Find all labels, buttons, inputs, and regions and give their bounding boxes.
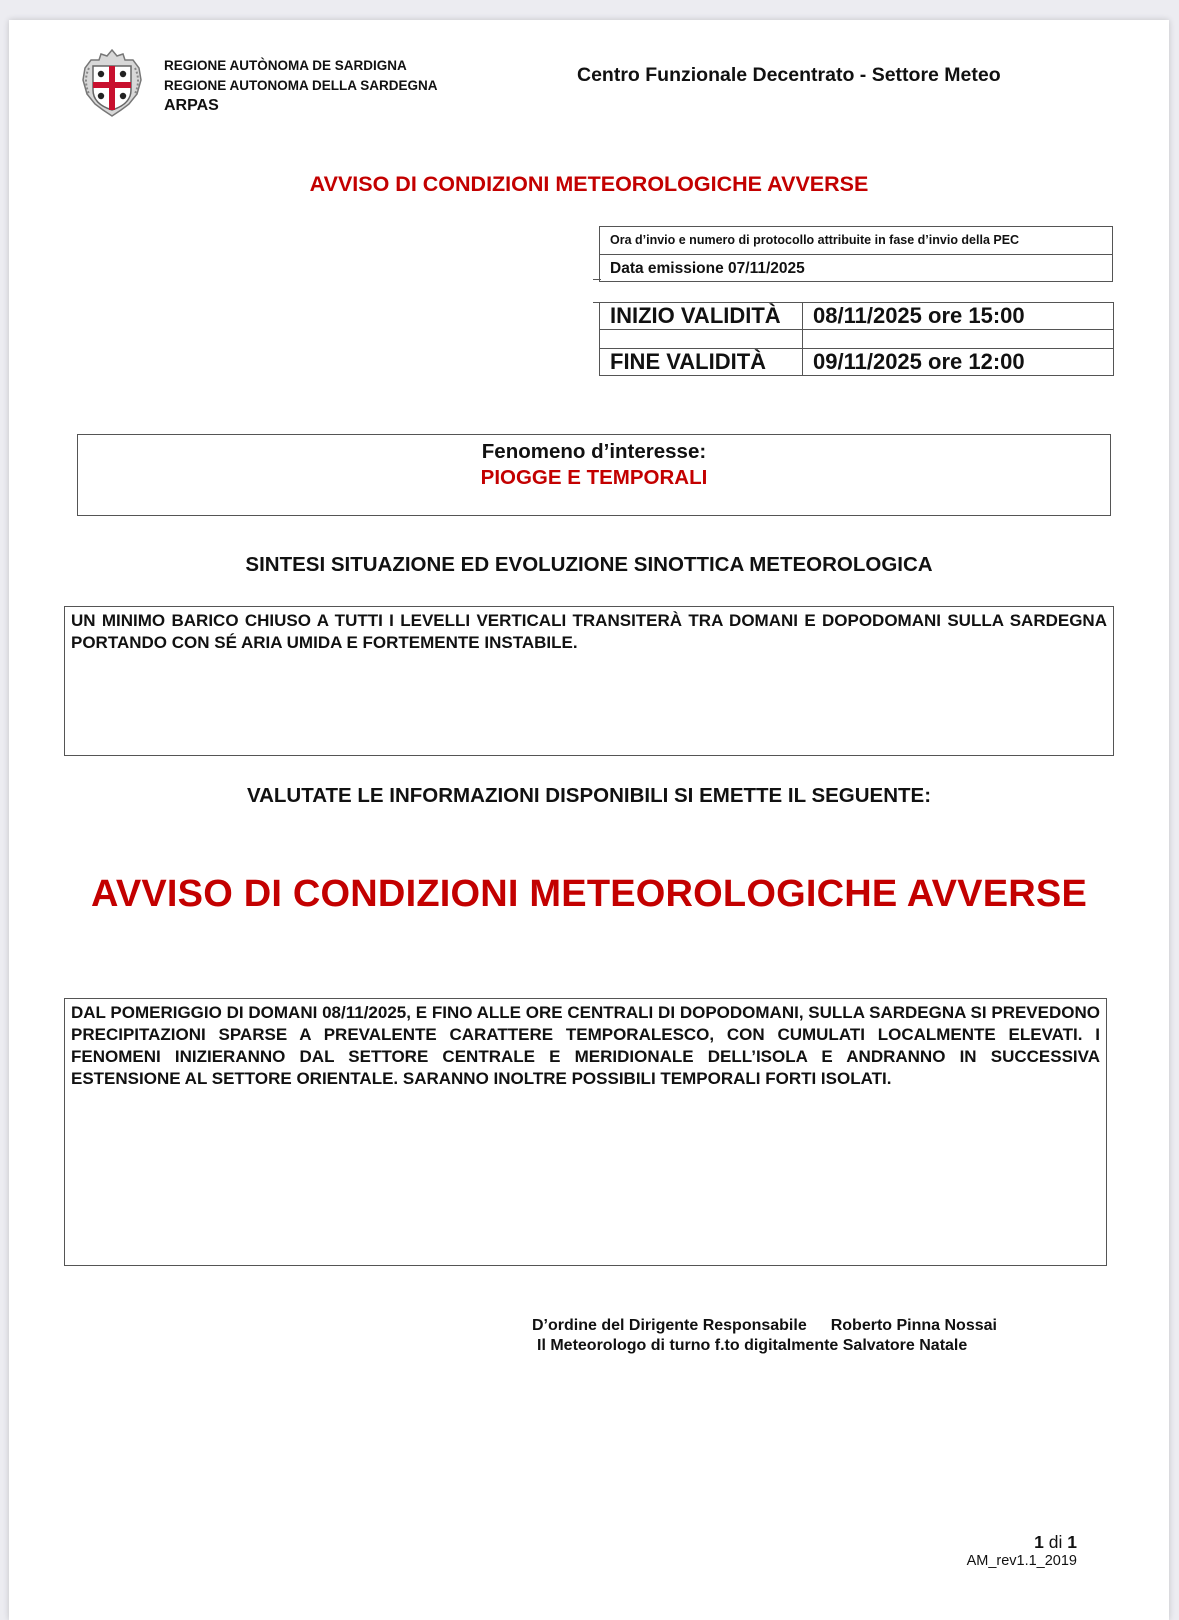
synopsis-heading: SINTESI SITUAZIONE ED EVOLUZIONE SINOTTICA METEOROLOGICA <box>245 553 933 576</box>
document-page <box>9 20 1169 1620</box>
validity-end-row <box>600 349 1114 376</box>
warning-box <box>64 998 1107 1266</box>
sardinia-coat-of-arms-icon <box>79 46 145 118</box>
warning-title: AVVISO DI CONDIZIONI METEOROLOGICHE AVVERSE <box>91 873 1087 915</box>
divider <box>593 279 601 280</box>
signature-role: D’ordine del Dirigente Responsabile <box>532 1317 807 1334</box>
organization-block <box>164 56 438 116</box>
document-title: AVVISO DI CONDIZIONI METEOROLOGICHE AVVERSE <box>309 172 869 196</box>
department-name: Centro Funzionale Decentrato - Settore Meteo <box>577 64 1001 86</box>
phenomenon-value: PIOGGE E TEMPORALI <box>480 466 708 489</box>
pec-box <box>599 226 1113 282</box>
page-footer <box>967 1533 1077 1571</box>
issue-date: Data emissione 07/11/2025 <box>610 260 805 277</box>
validity-spacer-row <box>600 330 1114 349</box>
revision-code: AM_rev1.1_2019 <box>966 1553 1077 1569</box>
org-name-sardinian: REGIONE AUTÒNOMA DE SARDIGNA <box>164 58 407 73</box>
phenomenon-box <box>77 434 1111 516</box>
signature-director-name: Roberto Pinna Nossai <box>830 1317 997 1334</box>
validity-end-value: 09/11/2025 ore 12:00 <box>803 349 1114 376</box>
evaluation-heading: VALUTATE LE INFORMAZIONI DISPONIBILI SI EMETTE IL SEGUENTE: <box>246 784 932 807</box>
org-name-italian: REGIONE AUTONOMA DELLA SARDEGNA <box>164 78 438 93</box>
validity-table <box>599 302 1114 376</box>
phenomenon-label: Fenomeno d’interesse: <box>481 440 707 463</box>
signature-block <box>532 1316 997 1356</box>
validity-start-row <box>600 303 1114 330</box>
validity-start-label: INIZIO VALIDITÀ <box>600 303 803 330</box>
pec-note: Ora d’invio e numero di protocollo attribuite in fase d’invio della PEC <box>600 227 1112 255</box>
page-number: 1 di 1 <box>1034 1532 1077 1552</box>
agency-name: ARPAS <box>164 97 219 114</box>
divider <box>593 302 601 303</box>
signature-meteorologist: Il Meteorologo di turno f.to digitalmente Salvatore Natale <box>537 1337 968 1354</box>
warning-text: DAL POMERIGGIO DI DOMANI 08/11/2025, E FINO ALLE ORE CENTRALI DI DOPODOMANI, SULLA SARDEGNA SI PREVEDONO PRECIPITAZIONI SPARSE A PREVALENTE CARATTERE TEMPORALESCO, CON CUMULATI LOCALMENTE ELEVATI. I FENOMENI INIZIERANNO DAL SETTORE CENTRALE E MERIDIONALE DELL’ISOLA E ANDRANNO IN SUCCESSIVA ESTENSIONE AL SETTORE ORIENTALE. SARANNO INOLTRE POSSIBILI TEMPORALI FORTI ISOLATI. <box>71 1003 1100 1088</box>
synopsis-box <box>64 606 1114 756</box>
validity-end-label: FINE VALIDITÀ <box>600 349 803 376</box>
synopsis-text: UN MINIMO BARICO CHIUSO A TUTTI I LEVELLI VERTICALI TRANSITERÀ TRA DOMANI E DOPODOMANI SULLA SARDEGNA PORTANDO CON SÉ ARIA UMIDA E FORTEMENTE INSTABILE. <box>71 611 1107 652</box>
validity-start-value: 08/11/2025 ore 15:00 <box>803 303 1114 330</box>
